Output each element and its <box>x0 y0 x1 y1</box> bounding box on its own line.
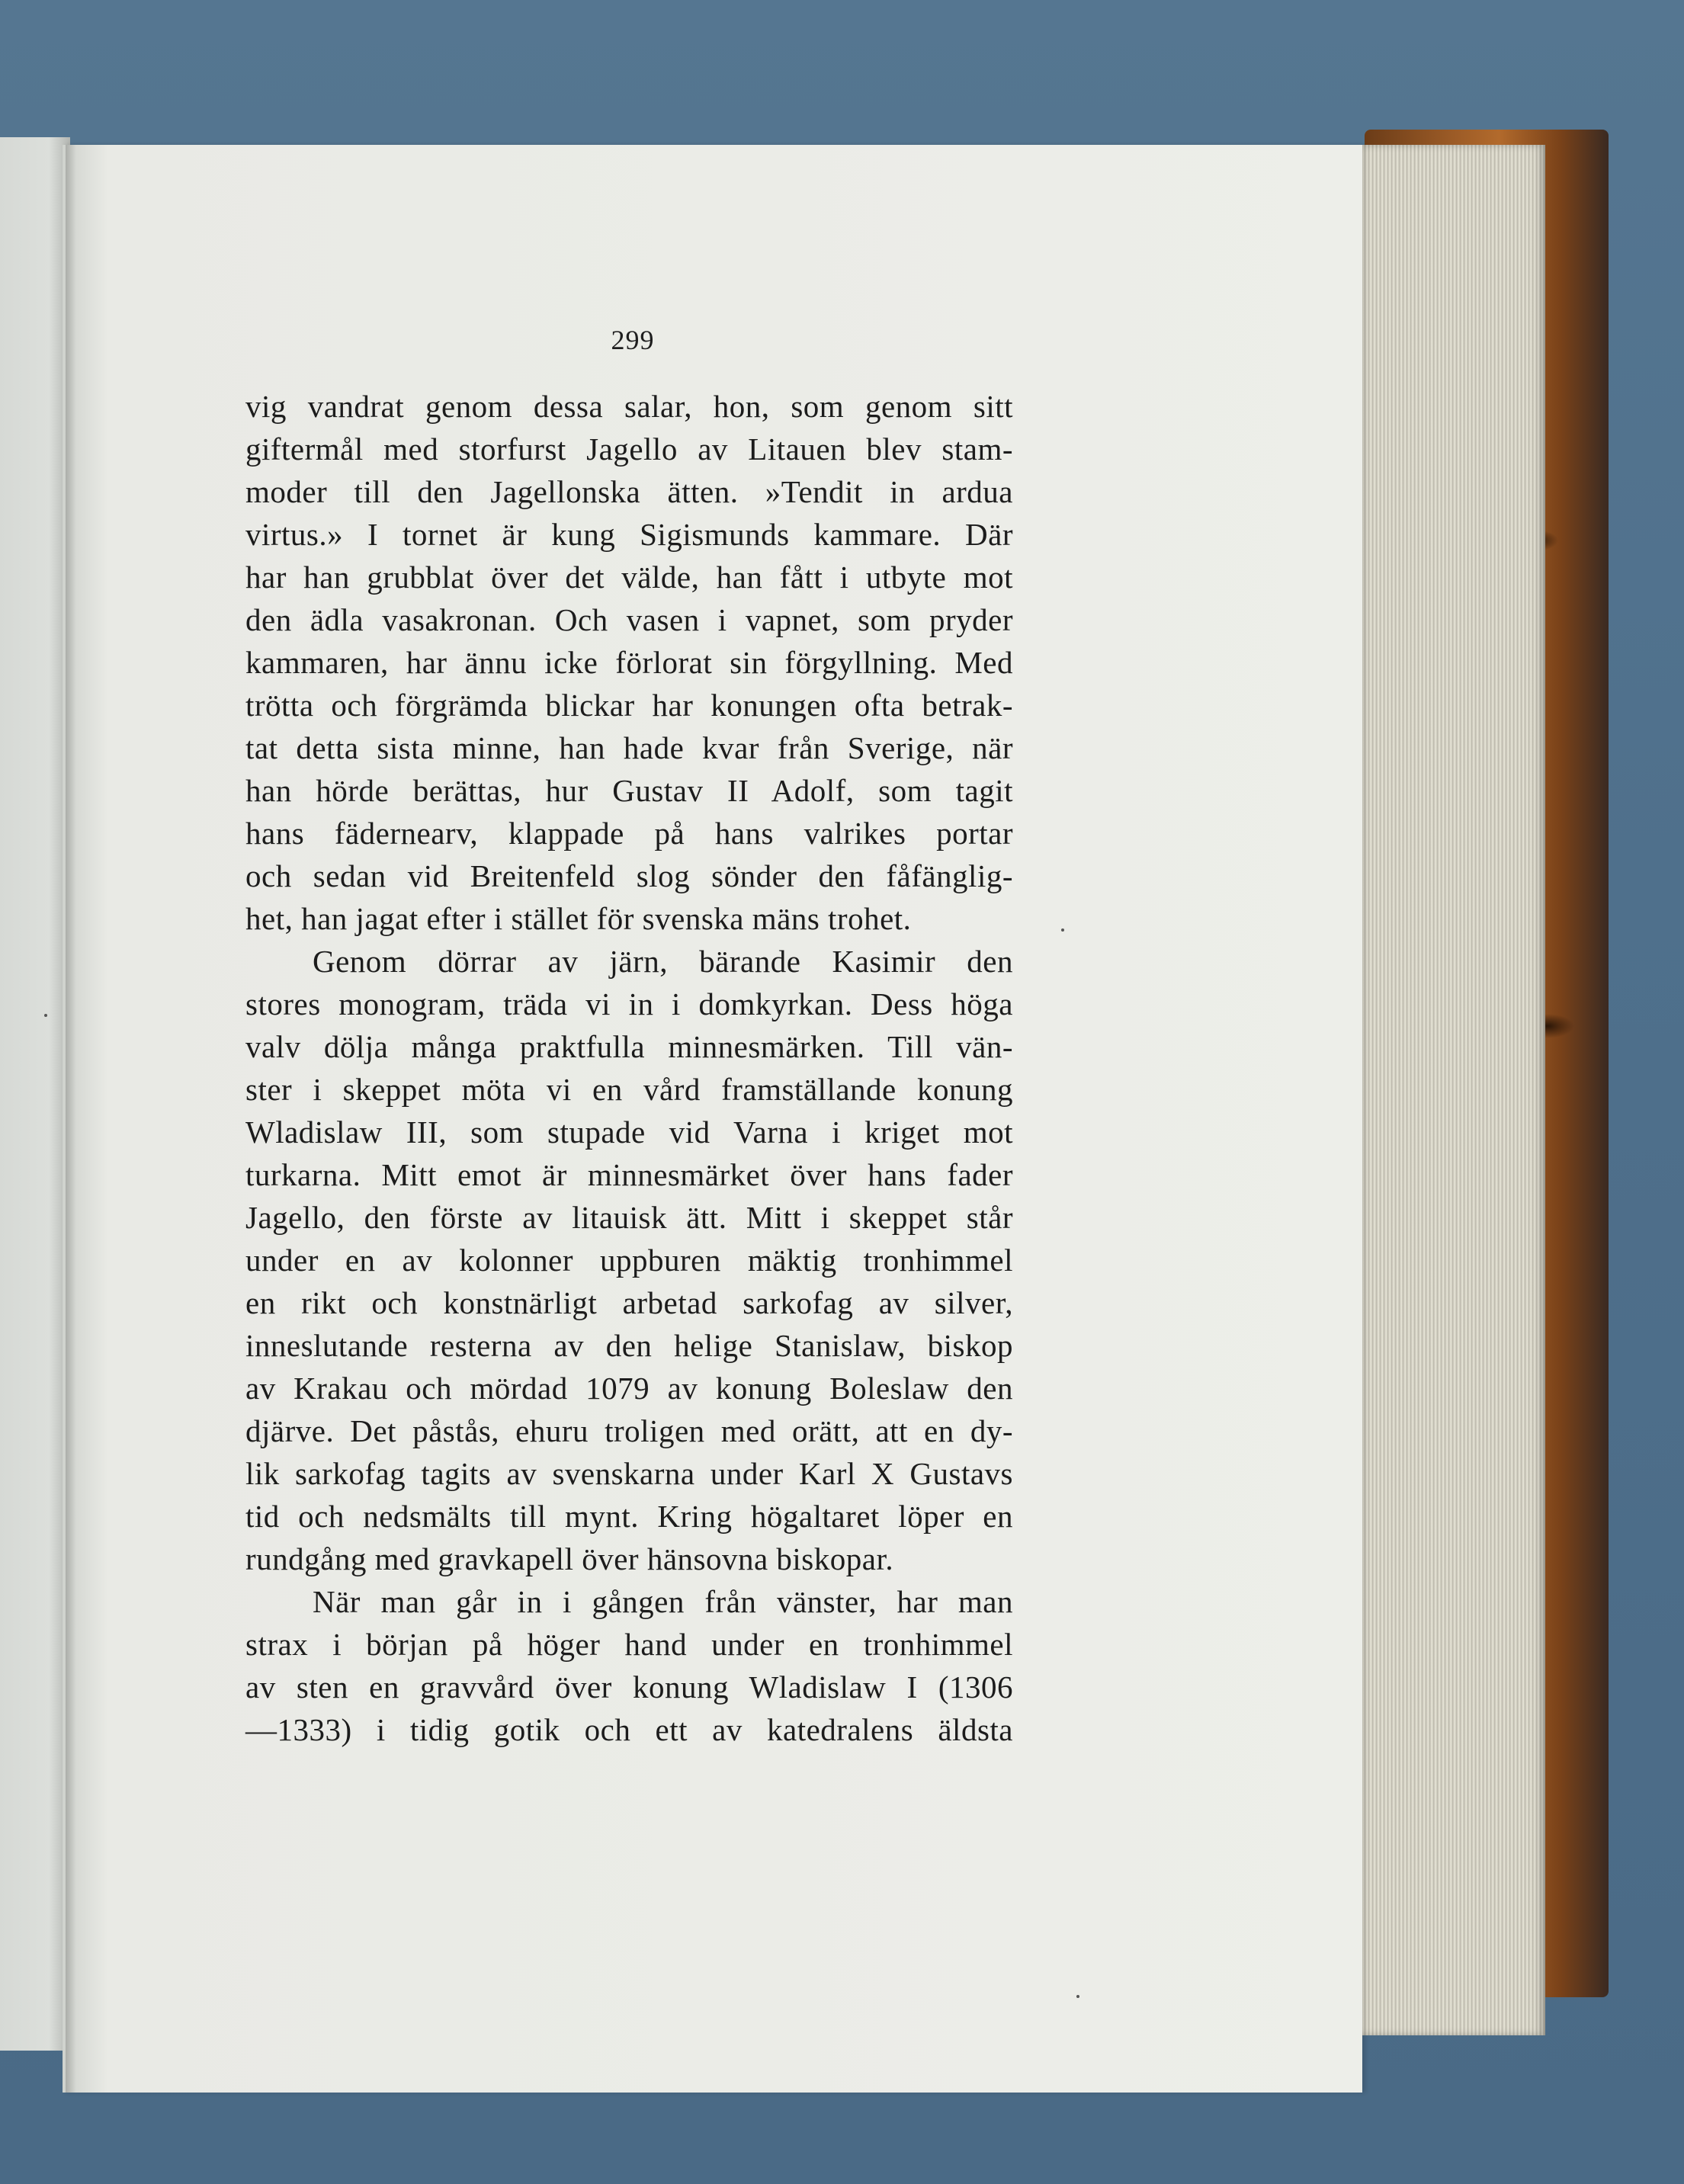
text-line: under en av kolonner uppburen mäktig tronhimmel <box>245 1243 1013 1278</box>
page-number: 299 <box>611 325 655 355</box>
text-line: hans fädernearv, klappade på hans valrikes portar <box>245 816 1013 851</box>
text-line: Wladislaw III, som stupade vid Varna i kriget mot <box>245 1114 1013 1150</box>
text-line: inneslutande resterna av den helige Stanislaw, biskop <box>245 1328 1013 1363</box>
text-line: av Krakau och mördad 1079 av konung Boleslaw den <box>245 1371 1013 1406</box>
text-line: giftermål med storfurst Jagello av Litauen blev stam- <box>245 431 1013 467</box>
text-line: rundgång med gravkapell över hänsovna biskopar. <box>245 1541 894 1576</box>
text-line: ster i skeppet möta vi en vård framställande konung <box>245 1072 1013 1107</box>
previous-page-edge <box>0 137 70 2051</box>
paragraph-first-line: När man går in i gången från vänster, har man <box>313 1584 1013 1619</box>
text-line: tid och nedsmälts till mynt. Kring högaltaret löper en <box>245 1499 1013 1534</box>
text-line: tat detta sista minne, han hade kvar från Sverige, när <box>245 730 1013 765</box>
text-line: Jagello, den förste av litauisk ätt. Mitt i skeppet står <box>245 1200 1013 1235</box>
text-line: vig vandrat genom dessa salar, hon, som genom sitt <box>245 389 1013 424</box>
text-line: turkarna. Mitt emot är minnesmärket över hans fader <box>245 1157 1013 1192</box>
paper-speck <box>1061 928 1064 932</box>
paragraph-first-line: Genom dörrar av järn, bärande Kasimir den <box>313 944 1013 979</box>
text-line: moder till den Jagellonska ätten. »Tendit in ardua <box>245 474 1013 509</box>
text-line: han hörde berättas, hur Gustav II Adolf, som tagit <box>245 773 1013 808</box>
text-line: och sedan vid Breitenfeld slog sönder den fåfänglig- <box>245 858 1013 893</box>
text-line: djärve. Det påstås, ehuru troligen med orätt, att en dy- <box>245 1413 1013 1448</box>
text-line: den ädla vasakronan. Och vasen i vapnet, som pryder <box>245 602 1013 637</box>
paper-speck <box>1076 1995 1079 1998</box>
text-line: kammaren, har ännu icke förlorat sin förgyllning. Med <box>245 645 1013 680</box>
paper-speck <box>44 1014 47 1017</box>
text-line: lik sarkofag tagits av svenskarna under Karl X Gustavs <box>245 1456 1013 1491</box>
text-line: en rikt och konstnärligt arbetad sarkofag av silver, <box>245 1285 1013 1320</box>
text-line: trötta och förgrämda blickar har konungen ofta betrak- <box>245 688 1013 723</box>
text-line: strax i början på höger hand under en tronhimmel <box>245 1627 1013 1662</box>
text-line: av sten en gravvård över konung Wladislaw I (1306 <box>245 1669 1013 1705</box>
body-text <box>245 385 1013 1751</box>
text-line: virtus.» I tornet är kung Sigismunds kammare. Där <box>245 517 1013 552</box>
page-edges-stack <box>1357 145 1545 2035</box>
text-line: valv dölja många praktfulla minnesmärken. Till vän- <box>245 1029 1013 1064</box>
text-line: het, han jagat efter i stället för svenska mäns trohet. <box>245 901 912 936</box>
text-line: har han grubblat över det välde, han fått i utbyte mot <box>245 560 1013 595</box>
page-gutter-shadow <box>66 145 76 2093</box>
text-line: stores monogram, träda vi in i domkyrkan. Dess höga <box>245 986 1013 1021</box>
text-line: —1333) i tidig gotik och ett av katedralens äldsta <box>245 1712 1013 1747</box>
